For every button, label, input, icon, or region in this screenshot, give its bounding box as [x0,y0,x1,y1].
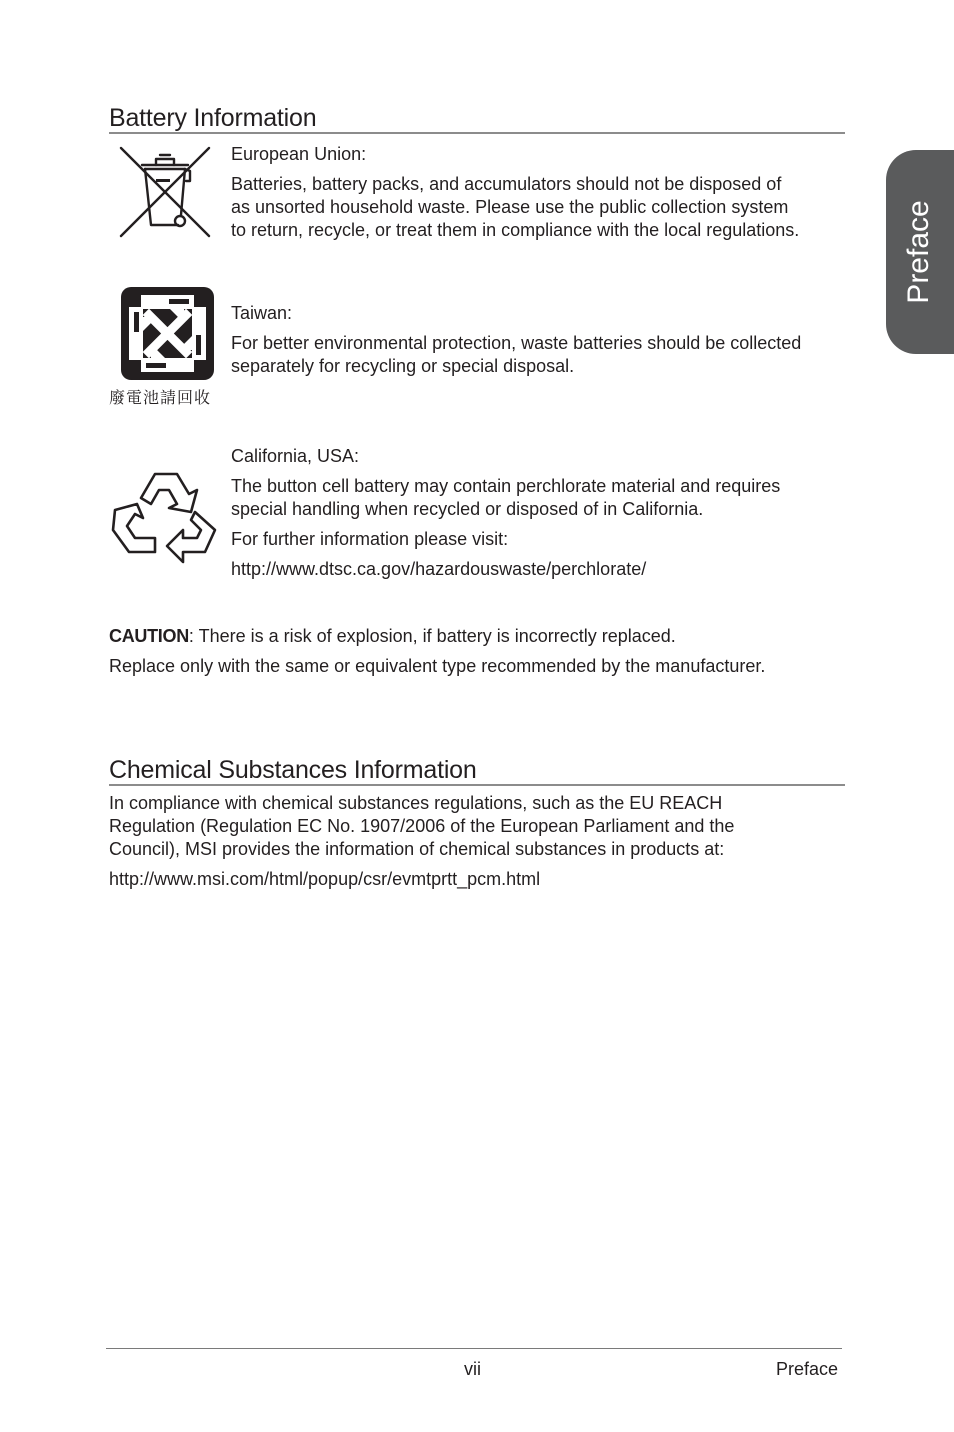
side-tab-label: Preface [902,200,935,304]
california-body-line-2: special handling when recycled or disposed of in California. [231,499,704,519]
chemical-heading-rule [109,784,845,786]
chemical-heading: Chemical Substances Information [109,756,477,784]
taiwan-body-line-2: separately for recycling or special disposal. [231,356,575,376]
chemical-body-line-1: In compliance with chemical substances regulations, such as the EU REACH [109,793,723,813]
footer-section: Preface [776,1359,839,1379]
caution-line-2: Replace only with the same or equivalent type recommended by the manufacturer. [109,656,766,676]
eu-title: European Union: [231,144,367,164]
california-url[interactable]: http://www.dtsc.ca.gov/hazardouswaste/perchlorate/ [231,559,647,579]
california-title: California, USA: [231,446,360,466]
recycling-arrows-icon [111,468,221,572]
caution-text: : There is a risk of explosion, if battery is incorrectly replaced. [188,626,676,646]
chemical-url[interactable]: http://www.msi.com/html/popup/csr/evmtprtt_pcm.html [109,869,541,889]
taiwan-logo-caption: 廢電池請回收 [109,388,212,407]
chemical-body-line-3: Council), MSI provides the information of chemical substances in products at: [109,839,725,859]
eu-body-line-3: to return, recycle, or treat them in compliance with the local regulations. [231,220,800,240]
eu-body-line-2: as unsorted household waste. Please use the public collection system [231,197,789,217]
eu-body-line-1: Batteries, battery packs, and accumulators should not be disposed of [231,174,782,194]
taiwan-battery-recycling-icon [121,287,214,380]
taiwan-title: Taiwan: [231,303,293,323]
footer-page-number: vii [464,1359,481,1379]
taiwan-body-line-1: For better environmental protection, waste batteries should be collected [231,333,802,353]
california-body-line-1: The button cell battery may contain perchlorate material and requires [231,476,781,496]
footer-rule [106,1348,842,1349]
chemical-body-line-2: Regulation (Regulation EC No. 1907/2006 of the European Parliament and the [109,816,735,836]
battery-heading: Battery Information [109,104,317,132]
caution-line-1 [109,625,676,648]
california-visit-text: For further information please visit: [231,529,509,549]
crossed-out-wheelie-bin-icon [118,145,212,239]
battery-heading-rule [109,132,845,134]
caution-label: CAUTION [109,626,189,646]
